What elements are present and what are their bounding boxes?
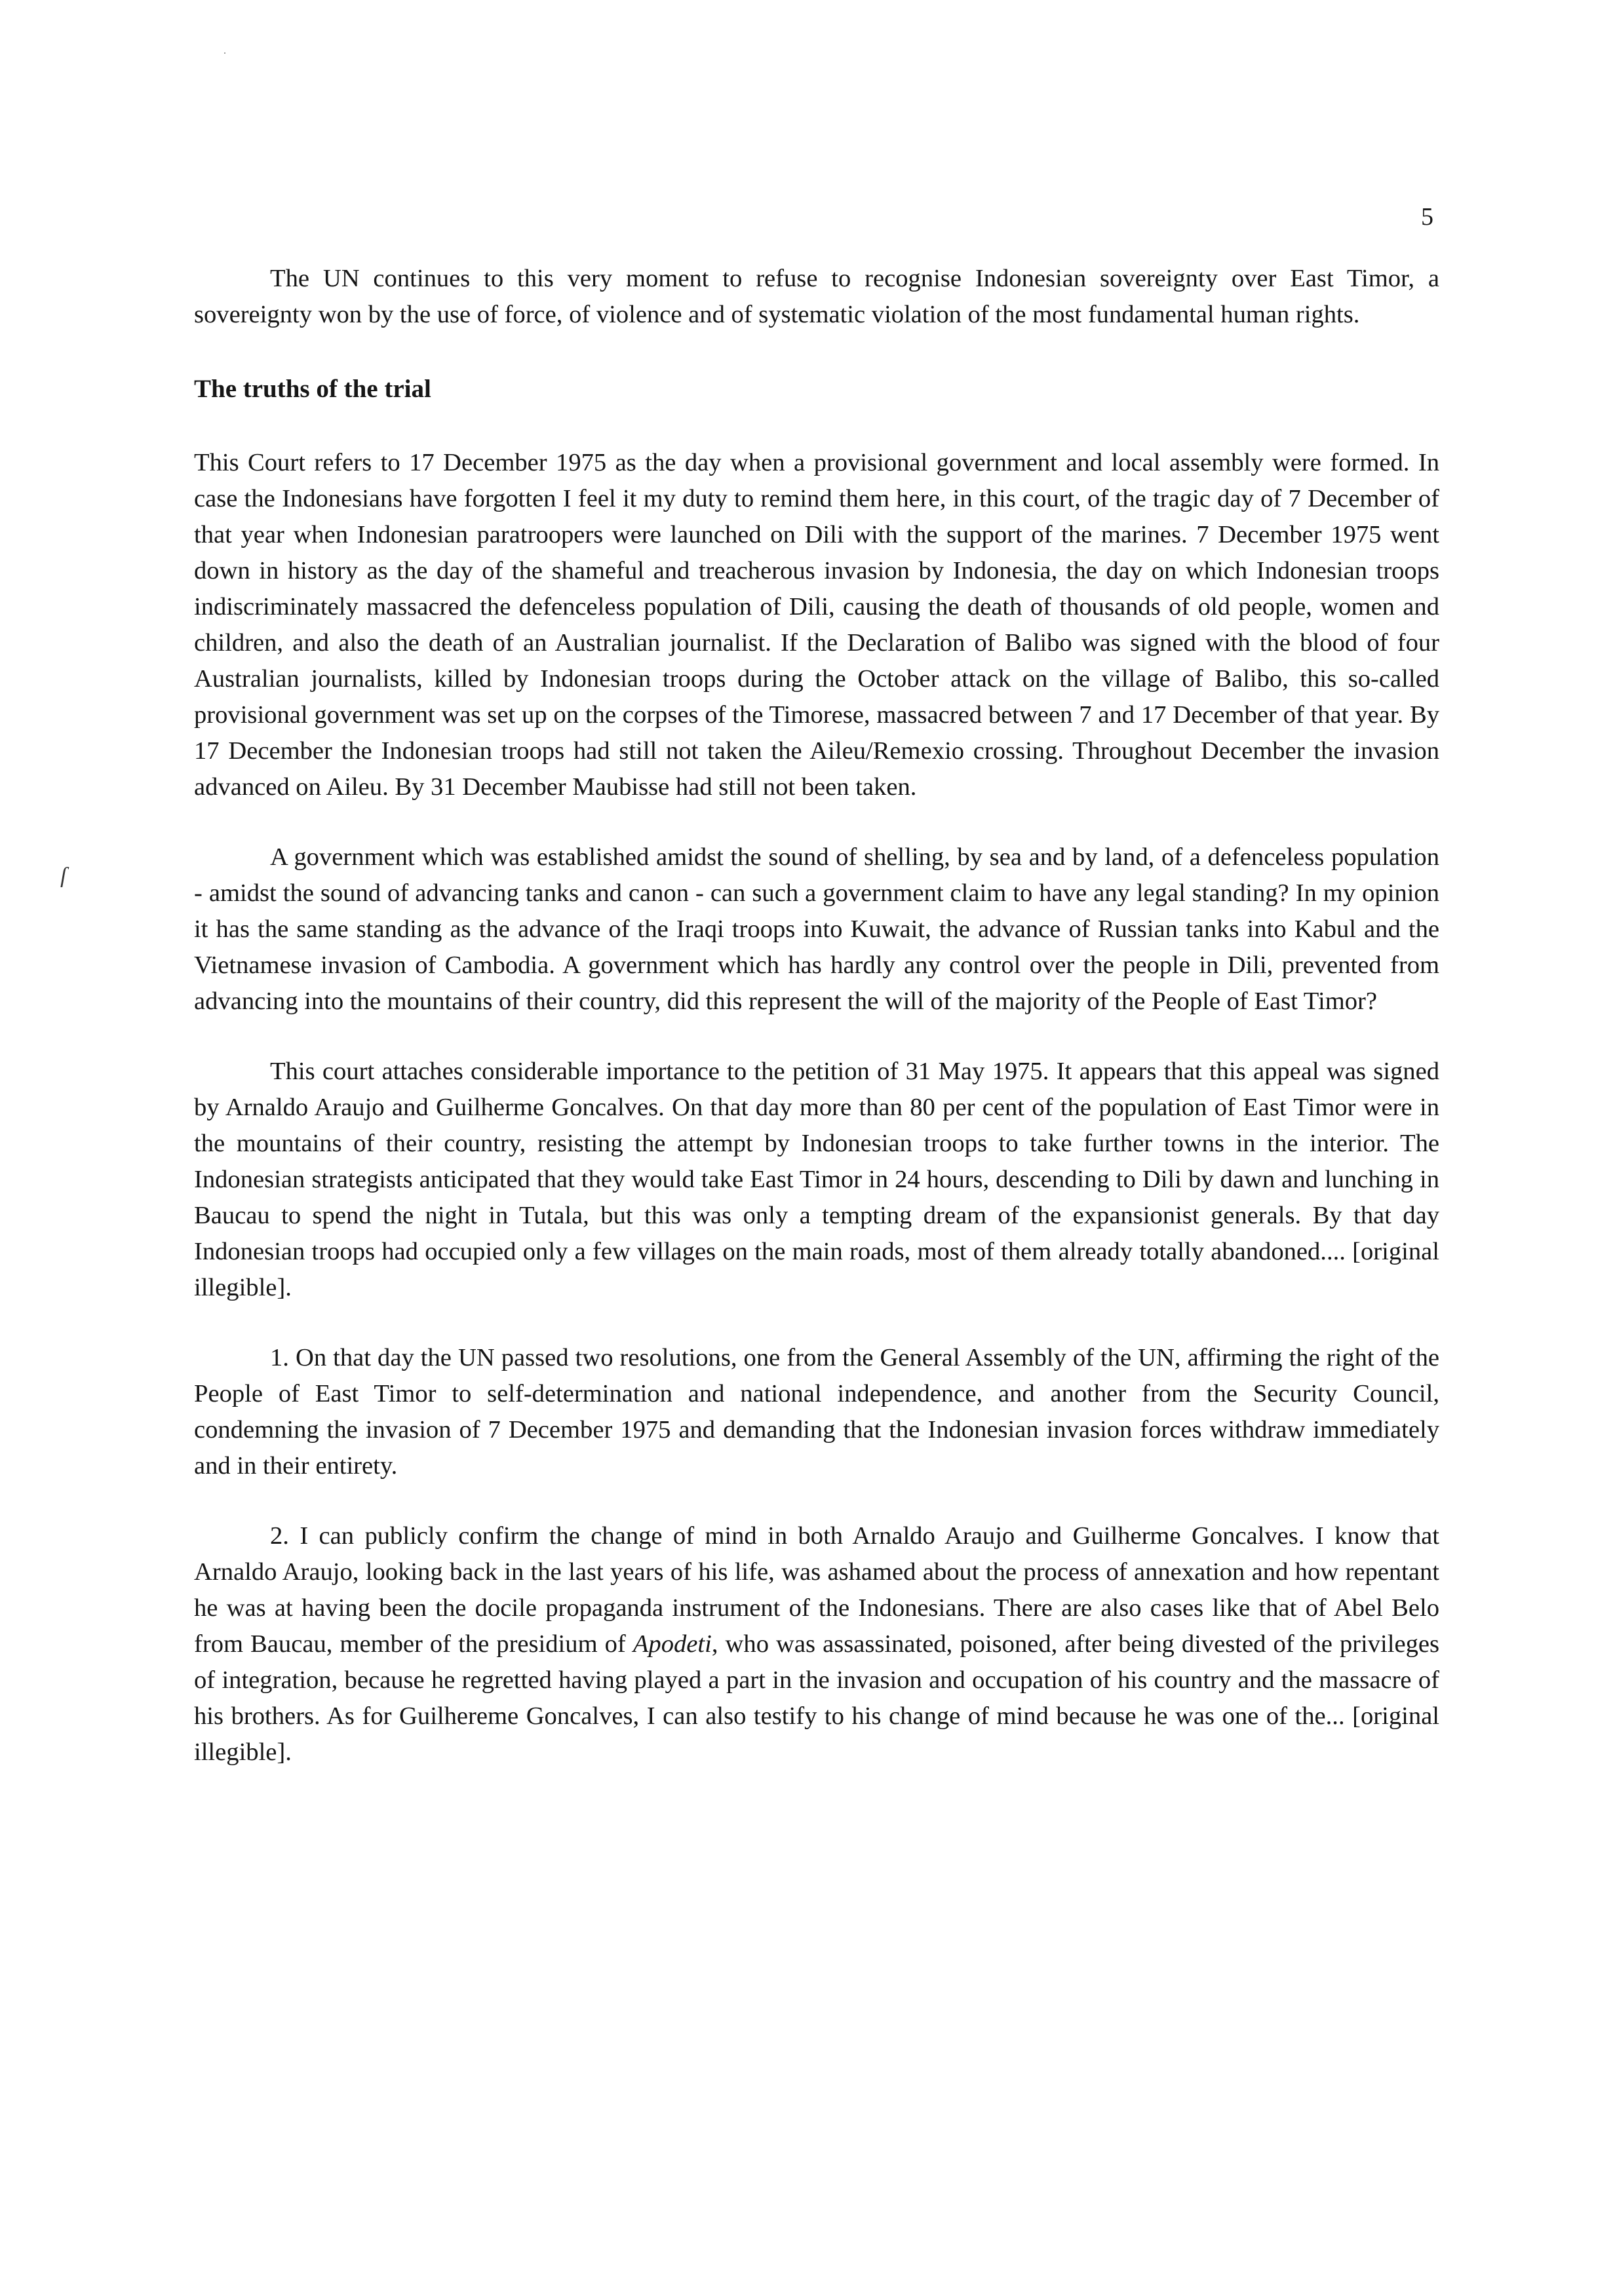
paragraph-change-of-mind-text-1: 2. I can publicly confirm the change of mind in both Arnaldo Araujo and Guilherme Goncalves. I know that Arnaldo Araujo, looking back in the last years of his life, was ashamed about the process of annexation and how repentant he was at having been the docile propaganda instrument of the Indonesians. There are also cases like that of Abel Belo from Baucau, member of the presidium of [194,1522,1439,1658]
scan-speck [224,52,225,54]
apodeti-italic-text: Apodeti [632,1630,712,1658]
margin-mark: ſ [60,864,67,888]
paragraph-provisional-government: This Court refers to 17 December 1975 as the day when a provisional government and local assembly were formed. In case the Indonesians have forgotten I feel it my duty to remind them here, in this court, of the tragic day of 7 December of that year when Indonesian paratroopers were launched on Dili with the support of the marines. 7 December 1975 went down in history as the day of the shameful and treacherous invasion by Indonesia, the day on which Indonesian troops indiscriminately massacred the defenceless population of Dili, causing the death of thousands of old people, women and children, and also the death of an Australian journalist. If the Declaration of Balibo was signed with the blood of four Australian journalists, killed by Indonesian troops during the October attack on the village of Balibo, this so-called provisional government was set up on the corpses of the Timorese, massacred between 7 and 17 December of that year. By 17 December the Indonesian troops had still not taken the Aileu/Remexio crossing. Throughout December the invasion advanced on Aileu. By 31 December Maubisse had still not been taken. [194,449,1439,801]
section-heading: The truths of the trial [194,375,431,403]
paragraph-legal-standing: A government which was established amidst the sound of shelling, by sea and by land, of a defenceless population - amidst the sound of advancing tanks and canon - can such a government claim to have any legal standing? In my opinion it has the same standing as the advance of the Iraqi troops into Kuwait, the advance of Russian tanks into Kabul and the Vietnamese invasion of Cambodia. A government which has hardly any control over the people in Dili, prevented from advancing into the mountains of their country, did this represent the will of the majority of the People of East Timor? [194,843,1439,1015]
paragraph-change-of-mind [194,1518,1439,1770]
page-number: 5 [1421,203,1433,231]
paragraph-petition: This court attaches considerable importance to the petition of 31 May 1975. It appears that this appeal was signed by Arnaldo Araujo and Guilherme Goncalves. On that day more than 80 per cent of the population of East Timor were in the mountains of their country, resisting the attempt by Indonesian troops to take further towns in the interior. The Indonesian strategists anticipated that they would take East Timor in 24 hours, descending to Dili by dawn and lunching in Baucau to spend the night in Tutala, but this was only a tempting dream of the expansionist generals. By that day Indonesian troops had occupied only a few villages on the main roads, most of them already totally abandoned.... [original illegible]. [194,1058,1439,1301]
paragraph-un-resolutions: 1. On that day the UN passed two resolutions, one from the General Assembly of the UN, affirming the right of the People of East Timor to self-determination and national independence, and another from the Security Council, condemning the invasion of 7 December 1975 and demanding that the Indonesian invasion forces withdraw immediately and in their entirety. [194,1344,1439,1480]
paragraph-change-of-mind-text-2: , who was assassinated, poisoned, after being divested of the privileges of integration, because he regretted having played a part in the invasion and occupation of his country and the massacre of his brothers. As for Guilhereme Goncalves, I can also testify to his change of mind because he was one of the... [original illegible]. [194,1630,1439,1766]
document-body [194,261,1439,1805]
paragraph-un-sovereignty: The UN continues to this very moment to refuse to recognise Indonesian sovereignty over East Timor, a sovereignty won by the use of force, of violence and of systematic violation of the most fundamental human rights. [194,265,1439,328]
